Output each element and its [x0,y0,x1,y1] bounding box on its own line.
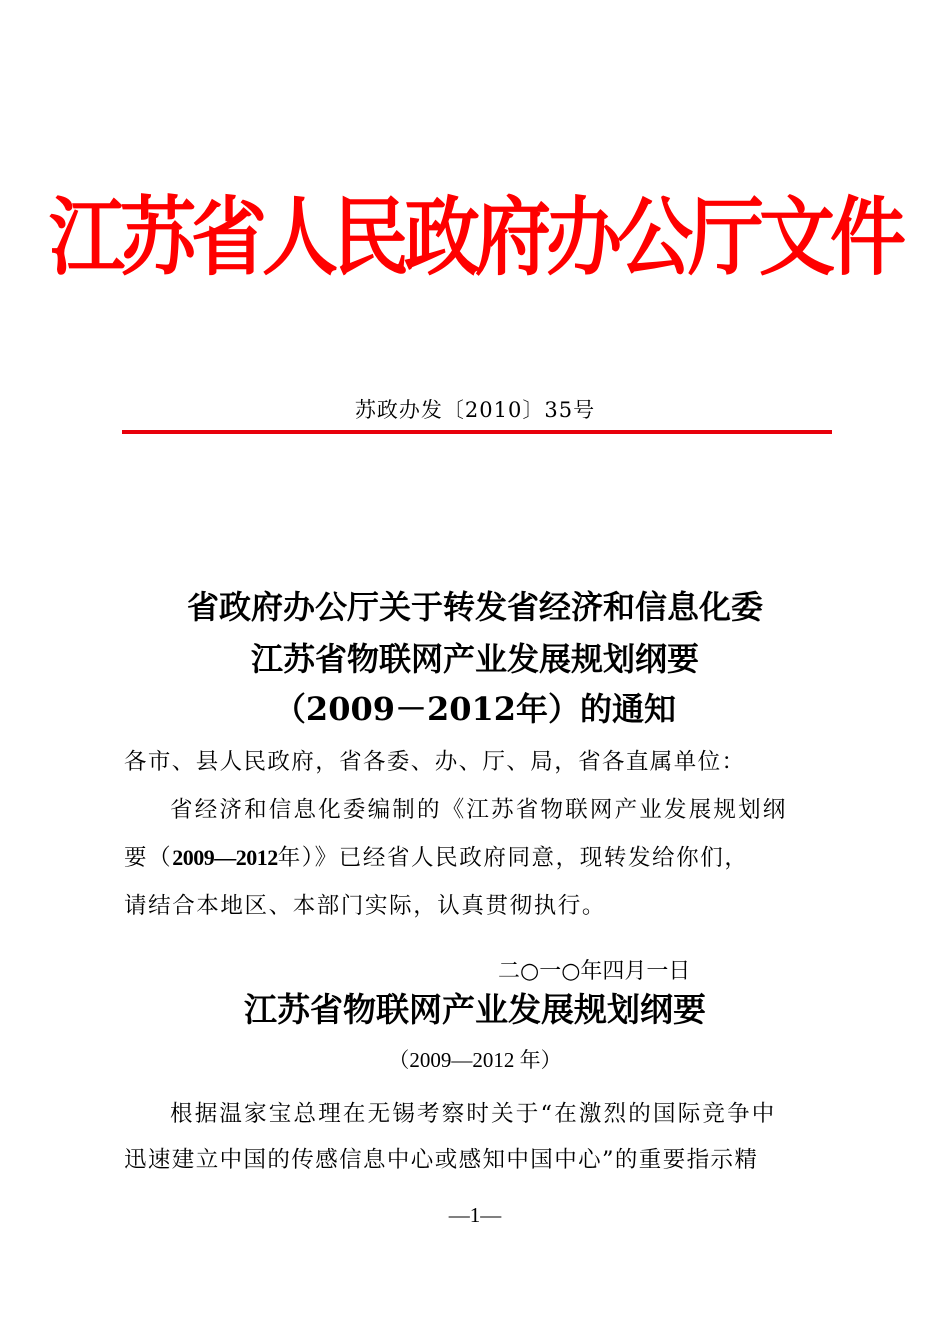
recipients-line: 各市、县人民政府，省各委、办、厅、局，省各直属单位： [124,749,746,775]
document-number: 苏政办发〔2010〕35号 [354,398,596,422]
notice-title-line-1: 省政府办公厅关于转发省经济和信息化委 [186,588,763,626]
paragraph-1-line-2-years: 2009—2012 [172,845,278,870]
paragraph-1-line-1: 省经济和信息化委编制的《江苏省物联网产业发展规划纲 [170,797,788,823]
notice-title-line-2: 江苏省物联网产业发展规划纲要 [250,640,699,678]
paragraph-1-line-2-suffix: 年）》已经省人民政府同意，现转发给你们， [277,845,749,871]
issue-date: 二○一○年四月一日 [498,959,691,984]
paragraph-1-line-2 [124,840,748,872]
section-paragraph-line-2: 迅速建立中国的传感信息中心或感知中国中心”的重要指示精 [124,1147,759,1173]
notice-title-line-3: （2009－2012年）的通知 [273,690,677,728]
document-header-title: 江苏省人民政府办公厅文件 [49,187,901,288]
red-divider-rule [122,430,832,434]
page-number: —1— [448,1203,502,1227]
paragraph-1-line-3: 请结合本地区、本部门实际，认真贯彻执行。 [124,893,607,919]
section-title: 江苏省物联网产业发展规划纲要 [244,990,706,1029]
paragraph-1-line-2-prefix: 要（ [124,845,173,871]
section-subtitle: （2009—2012 年） [388,1048,562,1072]
section-paragraph-line-1: 根据温家宝总理在无锡考察时关于“在激烈的国际竞争中 [170,1101,777,1127]
